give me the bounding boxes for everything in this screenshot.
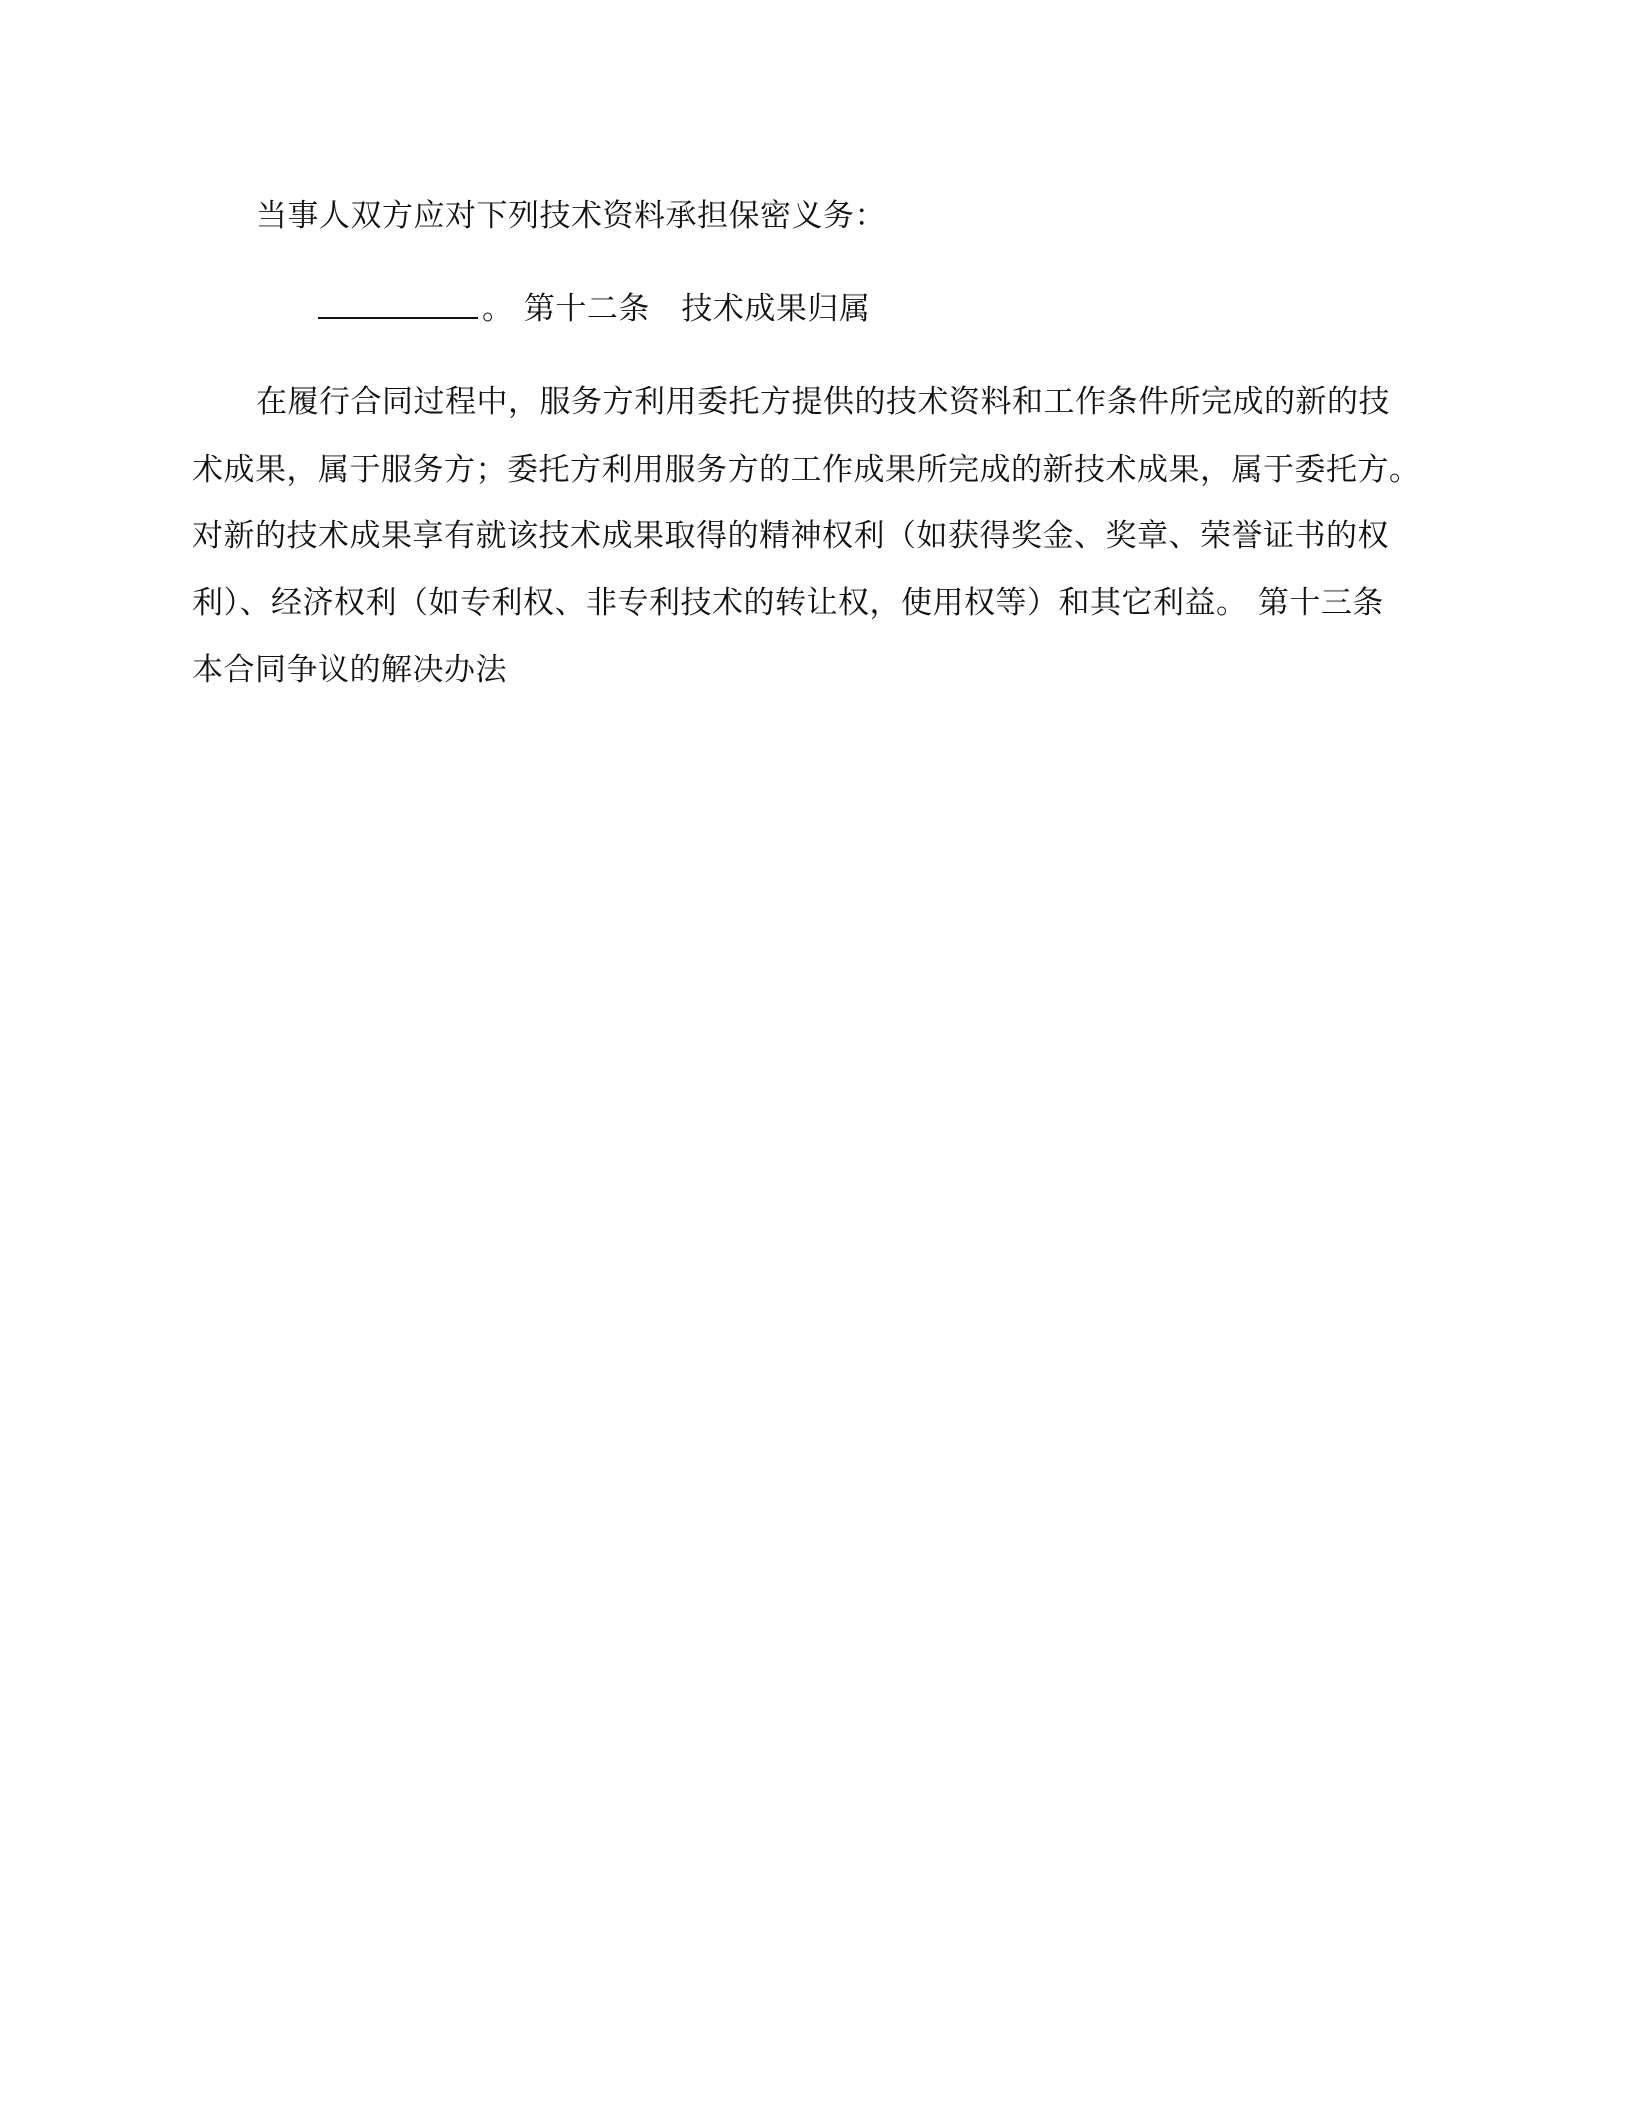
article-13-title: 本合同争议的解决办法 [192,652,507,688]
paragraph-confidentiality: 当事人双方应对下列技术资料承担保密义务： [256,198,886,234]
article-12-heading [318,289,870,329]
paragraph-line-4: 利）、经济权利（如专利权、非专利技术的转让权，使用权等）和其它利益。 第十三条 [192,585,1384,621]
paragraph-line-3: 对新的技术成果享有就该技术成果取得的精神权利（如获得奖金、奖章、荣誉证书的权 [192,518,1389,554]
paragraph-line-1: 在履行合同过程中，服务方利用委托方提供的技术资料和工作条件所完成的新的技 [256,384,1390,420]
article-12-title: 。 第十二条 技术成果归属 [482,291,871,327]
paragraph-line-2: 术成果，属于服务方；委托方利用服务方的工作成果所完成的新技术成果，属于委托方。 [192,452,1421,488]
fill-in-blank [318,289,478,319]
